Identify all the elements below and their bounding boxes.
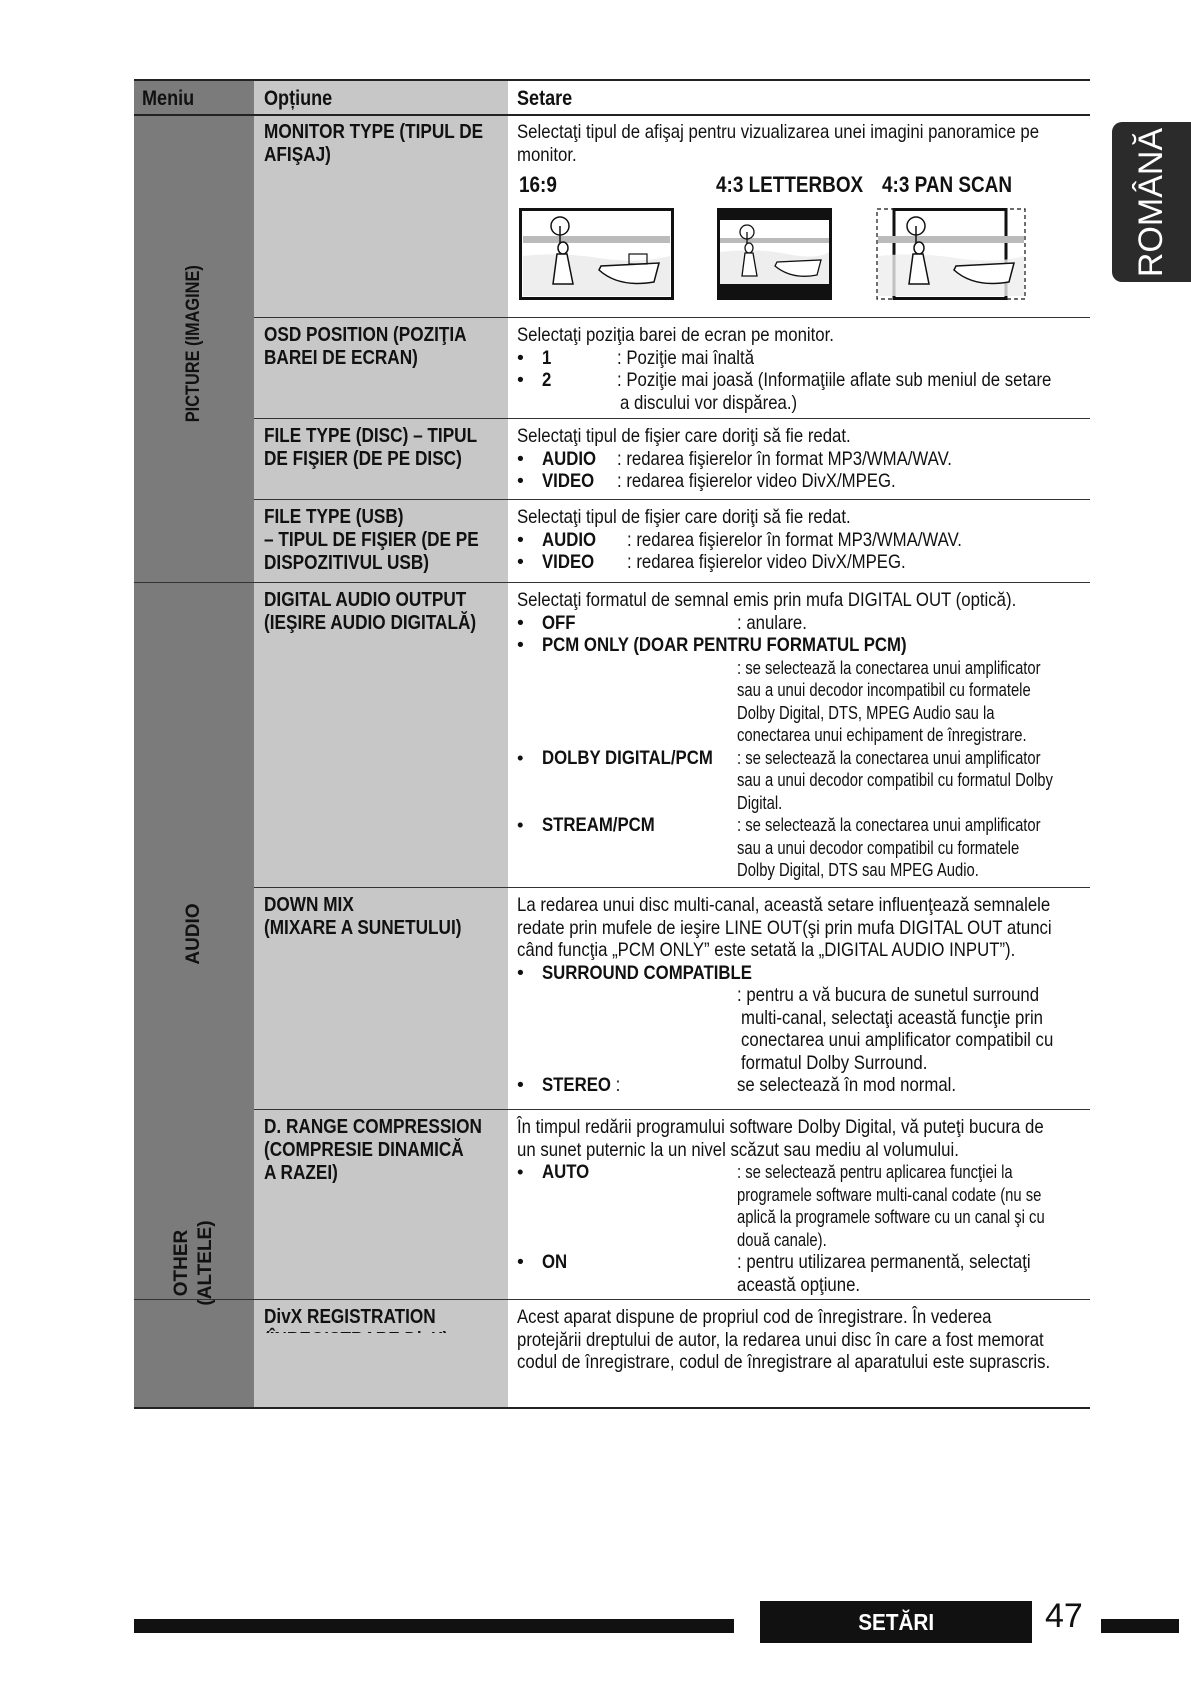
option-divx-registration: DivX REGISTRATION xyxy=(264,1306,436,1328)
section-label-audio: AUDIO xyxy=(183,903,204,965)
option-osd-position: OSD POSITION (POZIŢIA BAREI DE ECRAN) xyxy=(264,324,467,369)
option-file-type-disc: FILE TYPE (DISC) – TIPUL DE FIŞIER (DE PE DISC) xyxy=(264,425,478,470)
setting-divx-registration: Acest aparat dispune de propriul cod de înregistrare. În vederea protejării dreptului de autor, la redarea unui disc în care a fost memorat codul de înregistrare, codul de înregistrare al aparatului este suprascris. xyxy=(517,1306,1051,1373)
footer-bar-right xyxy=(1101,1619,1179,1633)
row-divider xyxy=(254,317,1090,318)
setting-down-mix: La redarea unui disc multi-canal, această setare influenţează semnalele redate prin mufele de ieşire LINE OUT(şi prin mufa DIGITAL OUT atunci când funcţia „PCM ONLY” este setată la „DIGITAL AUDIO INPUT”). • SURROUND COMPATIBLE : pentru a vă bucura de sunetul surround multi-canal, selectaţi această funcţie prin conectarea unui amplificator compatibil cu formatul Dolby Surround. • STEREO : se selectează în mod normal. xyxy=(517,894,1054,1096)
beach-scene-16-9-illustration xyxy=(519,208,674,300)
footer-bar-left xyxy=(134,1619,734,1633)
label-letterbox: 4:3 LETTERBOX xyxy=(716,172,864,197)
header-setting: Setare xyxy=(517,87,573,110)
footer-section-label: SETĂRI xyxy=(760,1601,1032,1643)
setting-file-type-disc: Selectaţi tipul de fişier care doriţi să fie redat. • AUDIO : redarea fişierelor în format MP3/WMA/WAV. • VIDEO : redarea fişierelor video DivX/MPEG. xyxy=(517,425,952,492)
setting-d-range-compression: În timpul redării programului software Dolby Digital, vă puteţi bucura de un sunet puternic la un nivel scăzut sau mediu al volumului. • AUTO : se selectează pentru aplicarea funcţiei la programele software multi-canal codate (nu se aplică la programele software cu un canal şi cu două canale). • ON : pentru utilizarea permanentă, selectaţi această opţiune. xyxy=(517,1116,1045,1296)
option-digital-audio-output: DIGITAL AUDIO OUTPUT (IEŞIRE AUDIO DIGITALĂ) xyxy=(264,589,477,634)
table-header xyxy=(134,79,1090,116)
setting-osd-position: Selectaţi poziţia barei de ecran pe monitor. • 1 : Poziţie mai înaltă • 2 : Poziţie mai joasă (Informaţiile aflate sub meniul de setare a discului vor dispărea.) xyxy=(517,324,1052,414)
table-bottom-rule xyxy=(134,1407,1090,1409)
section-divider xyxy=(134,1299,1090,1300)
beach-scene-letterbox-illustration xyxy=(717,208,832,300)
row-divider xyxy=(254,499,1090,500)
option-column-bg-extend xyxy=(254,1333,508,1407)
row-divider xyxy=(254,1109,1090,1110)
row-divider xyxy=(254,418,1090,419)
beach-scene-panscan-illustration xyxy=(876,208,1026,300)
page-number: 47 xyxy=(1045,1597,1083,1635)
option-file-type-usb: FILE TYPE (USB) – TIPUL DE FIŞIER (DE PE DISPOZITIVUL USB) xyxy=(264,506,479,574)
menu-column-bg-extend xyxy=(134,1333,254,1407)
label-16-9: 16:9 xyxy=(519,172,557,197)
setting-file-type-usb: Selectaţi tipul de fişier care doriţi să fie redat. • AUDIO : redarea fişierelor în format MP3/WMA/WAV. • VIDEO : redarea fişierelor video DivX/MPEG. xyxy=(517,506,962,573)
section-label-other: OTHER (ALTELE) xyxy=(171,1220,216,1306)
label-panscan: 4:3 PAN SCAN xyxy=(882,172,1013,197)
section-divider xyxy=(134,582,1090,583)
language-side-tab-label: ROMÂNĂ xyxy=(1132,127,1171,277)
setting-digital-audio-output: Selectaţi formatul de semnal emis prin mufa DIGITAL OUT (optică). • OFF : anulare. • PCM ONLY (DOAR PENTRU FORMATUL PCM) : se selectează la conectarea unui amplificator sau a unui decodor incompatibil cu formatele Dolby Digital, DTS, MPEG Audio sau la conectarea unui echipament de înregistrare. • DOLBY DIGITAL/PCM : se selectează la conectarea unui amplificator sau a unui decodor compatibil cu formatul Dolby Digital. • STREAM/PCM : se selectează la conectarea unui amplificator sau a unui decodor compatibil cu formatele Dolby Digital, DTS sau MPEG Audio. xyxy=(517,589,1053,880)
header-option: Opțiune xyxy=(264,87,333,110)
header-menu: Meniu xyxy=(142,87,195,110)
setting-monitor-type: Selectaţi tipul de afişaj pentru vizualizarea unei imagini panoramice pe monitor. xyxy=(517,121,1040,166)
row-divider xyxy=(254,887,1090,888)
option-d-range-compression: D. RANGE COMPRESSION (COMPRESIE DINAMICĂ A RAZEI) xyxy=(264,1116,482,1184)
option-down-mix: DOWN MIX (MIXARE A SUNETULUI) xyxy=(264,894,462,939)
option-monitor-type: MONITOR TYPE (TIPUL DE AFIŞAJ) xyxy=(264,121,484,166)
section-label-picture: PICTURE (IMAGINE) xyxy=(183,265,204,423)
settings-table xyxy=(134,79,1090,1373)
